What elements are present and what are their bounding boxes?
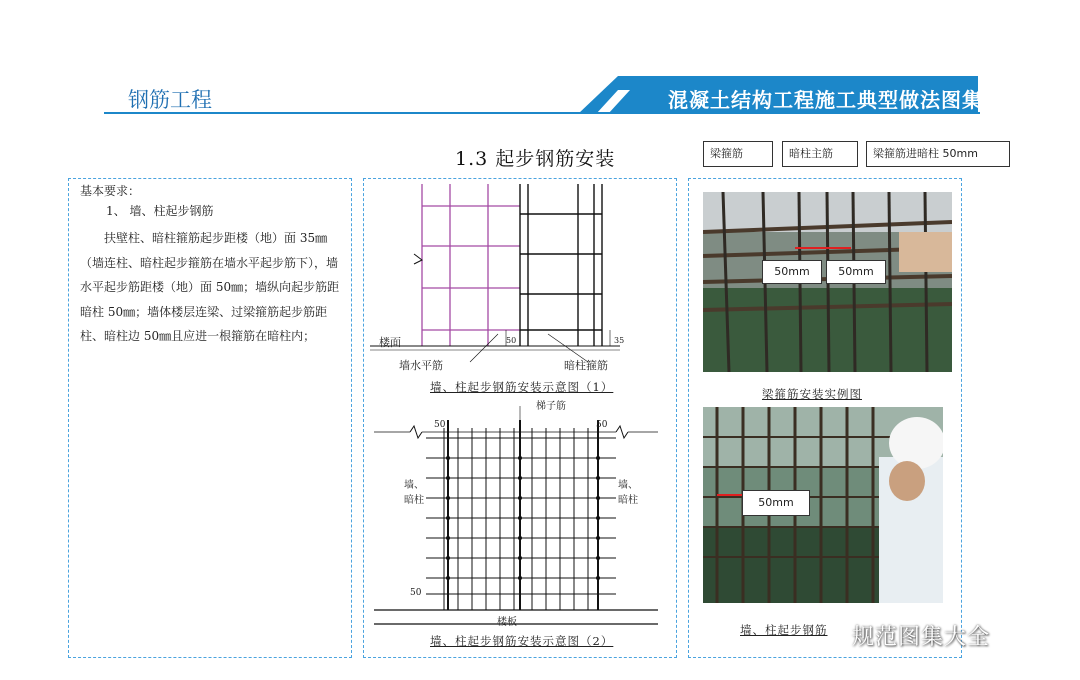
diagram-1-caption: 墙、柱起步钢筋安装示意图（1） — [430, 380, 614, 394]
tag-beam-stirrup: 梁箍筋 — [703, 141, 773, 167]
photo-wall-column-starter — [703, 407, 943, 603]
diagram-1 — [370, 184, 670, 370]
photo-2-caption: 墙、柱起步钢筋 — [740, 623, 828, 637]
requirements-body: 扶壁柱、暗柱箍筋起步距楼（地）面 35㎜（墙连柱、暗柱起步箍筋在墙水平起步筋下），墙水平起步筋距楼（地）面 50㎜；墙纵向起步筋距暗柱 50㎜；墙体楼层连梁、过梁箍筋起步筋距柱、暗柱边 50㎜且应进一根箍筋在暗柱内； — [80, 231, 340, 343]
requirements-heading: 基本要求： — [80, 184, 141, 198]
left-wall-label: 墙、暗柱 — [404, 480, 424, 506]
photo-1-caption: 梁箍筋安装实例图 — [762, 387, 862, 401]
tag-column-main-bar: 暗柱主筋 — [782, 141, 858, 167]
book-title: 混凝土结构工程施工典型做法图集 — [668, 88, 983, 112]
ladder-bar-label: 梯子筋 — [536, 401, 566, 412]
dim-bottom-label: 50 — [410, 588, 422, 598]
section-heading: 钢筋工程 — [128, 88, 212, 112]
page-title: 1.3 起步钢筋安装 — [455, 148, 616, 170]
measure-photo-2: 50mm — [742, 490, 810, 516]
measure-left: 50mm — [762, 260, 822, 284]
measure-right: 50mm — [826, 260, 886, 284]
dim-35-label: 35 — [614, 336, 625, 345]
dim-50-label: 50 — [506, 336, 517, 345]
diagram-2-caption: 墙、柱起步钢筋安装示意图（2） — [430, 634, 614, 648]
floor-label: 楼面 — [379, 336, 401, 349]
wall-bar-label: 墙水平筋 — [399, 359, 443, 372]
dim-right-label: 50 — [596, 420, 608, 430]
dim-left-label: 50 — [434, 420, 446, 430]
column-stirrup-label: 暗柱箍筋 — [564, 359, 608, 372]
watermark: 规范图集大全 — [852, 625, 991, 650]
right-wall-label: 墙、暗柱 — [618, 480, 638, 506]
tag-beam-stirrup-into-column: 梁箍筋进暗柱 50mm — [866, 141, 1010, 167]
slab-label: 楼板 — [497, 617, 517, 628]
requirements-item: 1、 墙、柱起步钢筋 — [106, 204, 214, 218]
